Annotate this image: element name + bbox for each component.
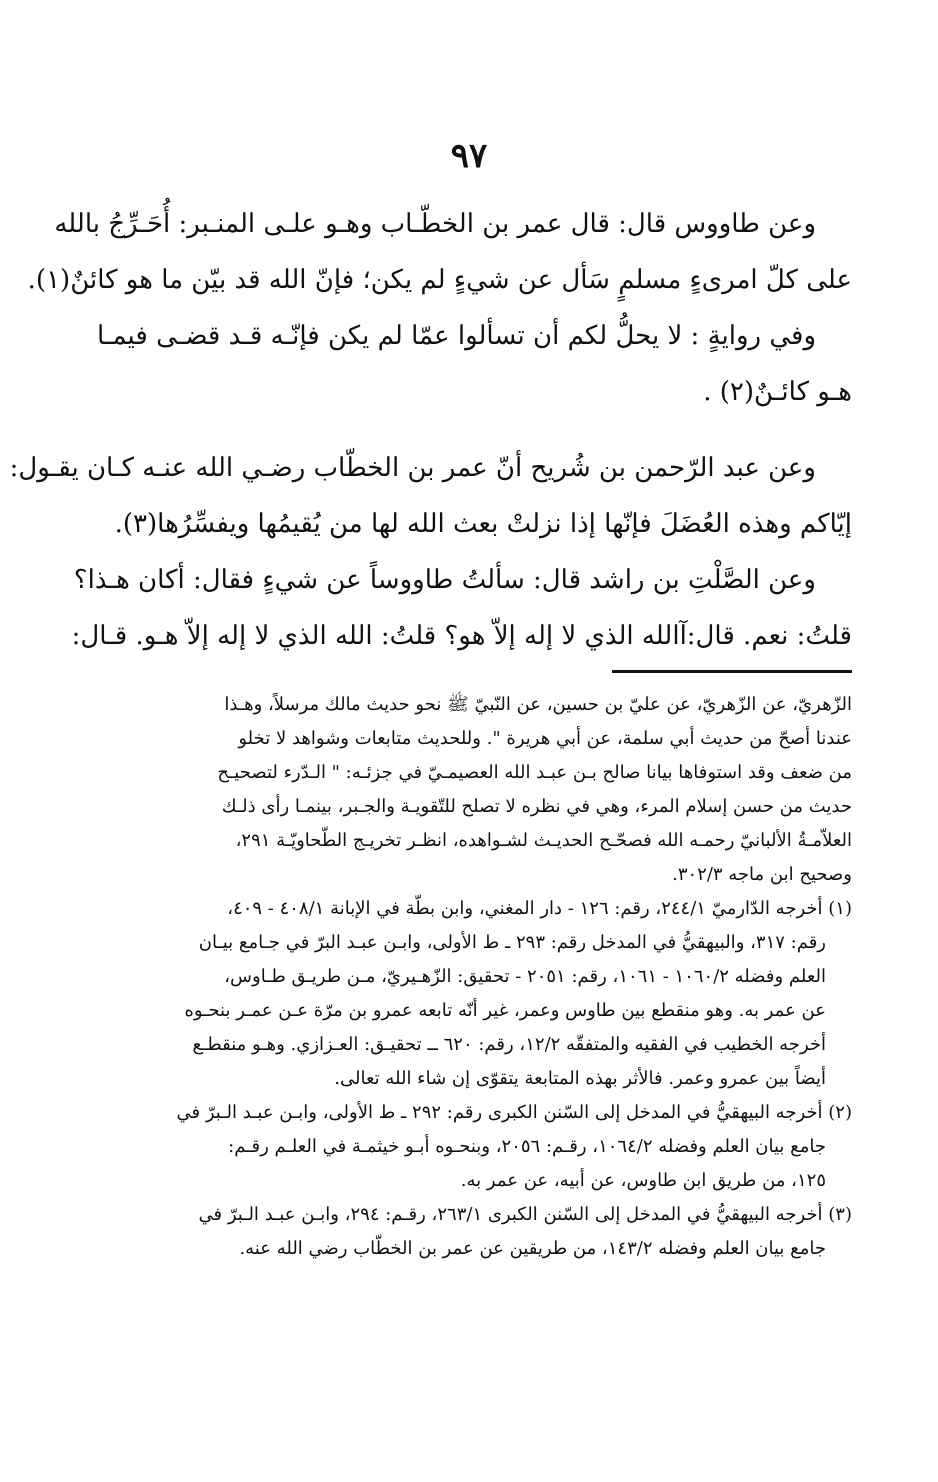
text-line: وعن عبد الرّحمن بن شُريح أنّ عمر بن الخطّاب رضـي الله عنـه كـان يقـول:: [9, 453, 816, 483]
main-text: [9, 196, 852, 664]
footnote-mark: (١): [828, 898, 852, 919]
text-line: وفي روايةٍ : لا يحلُّ لكم أن تسألوا عمّا لم يكن فإنّـه قـد قضـى فيمـا: [96, 321, 816, 351]
footnote-line: عندنا أصحّ من حديث أبي سلمة، عن أبي هريرة ". وللحديث متابعات وشواهد لا تخلو: [238, 728, 852, 749]
footnotes: [92, 688, 852, 1266]
paragraph-shurayh: [9, 440, 852, 552]
footnote-line: أخرجه الخطيب في الفقيه والمتفقّه ١٢/٢، رقم: ٦٢٠ ــ تحقيـق: العـزازي. وهـو منقطـع: [192, 1034, 826, 1055]
footnote-line: [92, 1198, 852, 1232]
footnote-mark: (٢): [828, 1102, 852, 1123]
text-line: وعن الصَّلْتِ بن راشد قال: سألتُ طاووساً عن شيءٍ فقال: أكان هـذا؟: [73, 565, 816, 595]
paragraph-tawus: [27, 196, 852, 308]
text-line: وعن طاووس قال: قال عمر بن الخطّـاب وهـو علـى المنـبر: أُحَـرِّجُ بالله: [54, 209, 816, 239]
footnote-line: جامع بيان العلم وفضله ١٤٣/٢، من طريقين عن عمر بن الخطّاب رضي الله عنه.: [239, 1238, 826, 1259]
footnote-3: [92, 1198, 852, 1266]
footnote-line: العلاّمـةُ الألبانيّ رحمـه الله فصحّـح الحديـث لشـواهده، انظـر تخريـج الطّحاويّـة ٢٩١،: [235, 830, 852, 851]
text-line: إيّاكم وهذه العُضَلَ فإنّها إذا نزلتْ بعث الله لها من يُقيمُها ويفسِّرُها(٣).: [114, 509, 852, 539]
paragraph-riwaya: [92, 308, 852, 420]
footnote-continuation: [92, 688, 852, 892]
page-number: ٩٧: [450, 136, 488, 176]
paragraph-salt: [71, 552, 852, 664]
footnote-text: أخرجه البيهقيُّ في المدخل إلى السّنن الكبرى ٢٦٣/١، رقـم: ٢٩٤، وابـن عبـد الـبرّ في: [198, 1204, 823, 1225]
footnote-mark: (٣): [828, 1204, 852, 1225]
footnote-separator: [612, 670, 852, 673]
footnote-line: حديث من حسن إسلام المرء، وهي في نظره لا تصلح للتّقويـة والجـبر، بينمـا رأى ذلـك: [221, 796, 852, 817]
footnote-line: العلم وفضله ١٠٦٠/٢ - ١٠٦١، رقم: ٢٠٥١ - تحقيق: الزّهـيريّ، مـن طريـق طـاوس،: [224, 966, 826, 987]
footnote-2: [92, 1096, 852, 1198]
text-line: قلتُ: نعم. قال:آالله الذي لا إله إلاّ هو؟ قلتُ: الله الذي لا إله إلاّ هـو. قـال:: [71, 621, 852, 651]
footnote-line: [92, 892, 852, 926]
footnote-text: أخرجه البيهقيُّ في المدخل إلى السّنن الكبرى رقم: ٢٩٢ ـ ط الأولى، وابـن عبـد الـبرّ في: [176, 1102, 823, 1123]
footnote-line: [92, 1096, 852, 1130]
footnote-line: ١٢٥، من طريق ابن طاوس، عن أبيه، عن عمر به.: [460, 1170, 826, 1191]
footnote-line: جامع بيان العلم وفضله ١٠٦٤/٢، رقـم: ٢٠٥٦، وبنحـوه أبـو خيثمـة في العلـم رقـم:: [228, 1136, 826, 1157]
footnote-line: أيضاً بين عمرو وعمر. فالأثر بهذه المتابعة يتقوّى إن شاء الله تعالى.: [334, 1068, 826, 1089]
footnote-line: وصحيح ابن ماجه ٣٠٢/٣.: [672, 864, 852, 885]
footnote-1: [92, 892, 852, 1096]
footnote-line: من ضعف وقد استوفاها بيانا صالح بـن عبـد الله العصيمـيّ في جزئـه: " الـدّرء لتصحيـح: [217, 762, 852, 783]
footnote-text: أخرجه الدّارميّ ٢٤٤/١، رقم: ١٢٦ - دار المغني، وابن بطّة في الإبانة ٤٠٨/١ - ٤٠٩،: [227, 898, 823, 919]
footnote-line: الزّهريّ، عن الزّهريّ، عن عليّ بن حسين، عن النّبيّ ﷺ نحو حديث مالك مرسلاً، وهـذا: [224, 694, 852, 715]
footnote-line: عن عمر به. وهو منقطع بين طاوس وعمر، غير أنّه تابعه عمرو بن مرّة عـن عمـر بنحـوه: [184, 1000, 826, 1021]
footnote-line: رقم: ٣١٧، والبيهقيُّ في المدخل رقم: ٢٩٣ ـ ط الأولى، وابـن عبـد البرّ في جـامع بيـان: [198, 932, 826, 953]
text-line: على كلّ امرىءٍ مسلمٍ سَأل عن شيءٍ لم يكن؛ فإنّ الله قد بيّن ما هو كائنٌ(١).: [27, 265, 852, 295]
text-line: هـو كائـنٌ(٢) .: [703, 377, 852, 407]
